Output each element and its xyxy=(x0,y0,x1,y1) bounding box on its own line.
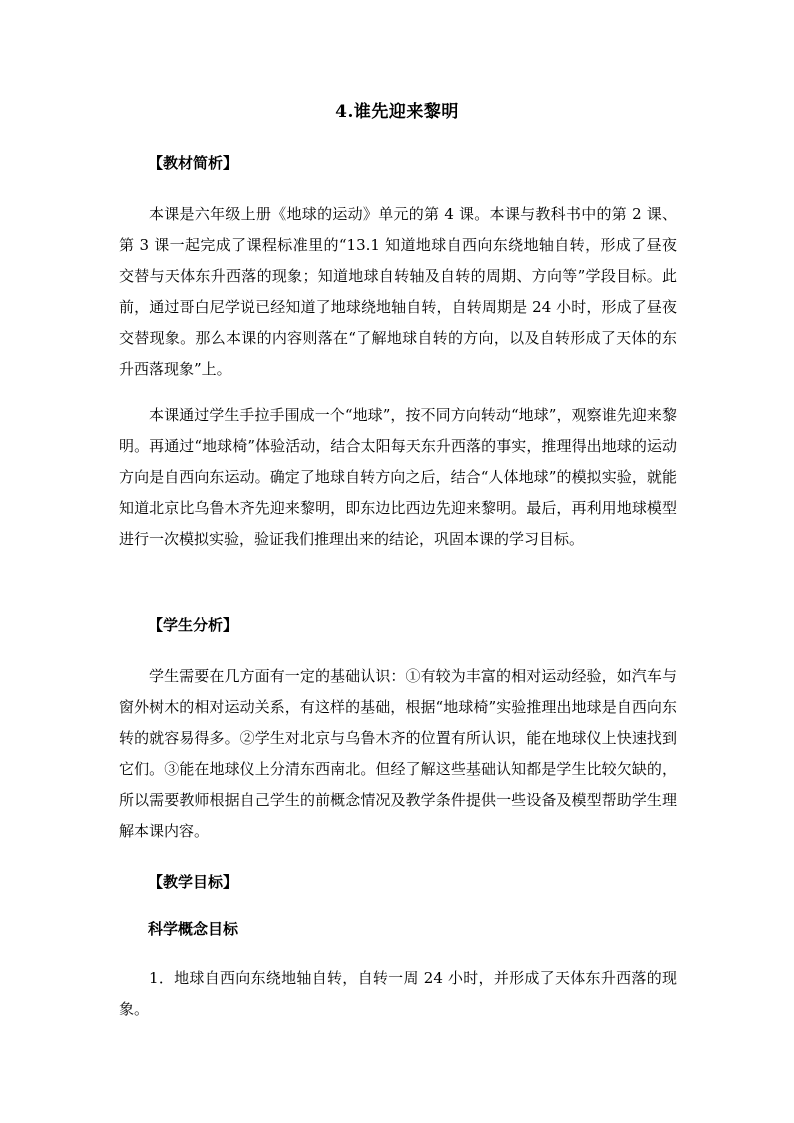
paragraph-analysis-2: 本课通过学生手拉手围成一个“地球”，按不同方向转动“地球”，观察谁先迎来黎明。再通过“地球椅”体验活动，结合太阳每天东升西落的事实，推理得出地球的运动方向是自西向东运动。确定了地球自转方向之后，结合“人体地球”的模拟实验，就能知道北京比乌鲁木齐先迎来黎明，即东边比西边先迎来黎明。最后，再利用地球模型进行一次模拟实验，验证我们推理出来的结论，巩固本课的学习目标。 xyxy=(119,406,677,548)
paragraph-concept-1: 1．地球自西向东绕地轴自转，自转一周 24 小时，并形成了天体东升西落的现象。 xyxy=(119,969,677,1018)
page-title: 4.谁先迎来黎明 xyxy=(335,102,459,122)
paragraph-analysis-1: 本课是六年级上册《地球的运动》单元的第 4 课。本课与教科书中的第 2 课、第 3 课一起完成了课程标准里的“13.1 知道地球自西向东绕地轴自转，形成了昼夜交替与天体东升西落的现象；知道地球自转轴及自转的周期、方向等”学段目标。此前，通过哥白尼学说已经知道了地球绕地轴自转，自转周期是 24 小时，形成了昼夜交替现象。那么本课的内容则落在“了解地球自转的方向，以及自转形成了天体的东升西落现象”上。 xyxy=(119,205,677,378)
section-heading-analysis: 【教材简析】 xyxy=(148,154,239,172)
section-heading-student: 【学生分析】 xyxy=(148,616,239,634)
paragraph-student-1: 学生需要在几方面有一定的基础认识：①有较为丰富的相对运动经验，如汽车与窗外树木的相对运动关系，有这样的基础，根据“地球椅”实验推理出地球是自西向东转的就容易得多。②学生对北京与乌鲁木齐的位置有所认识，能在地球仪上快速找到它们。③能在地球仪上分清东西南北。但经了解这些基础认知都是学生比较欠缺的，所以需要教师根据自己学生的前概念情况及教学条件提供一些设备及模型帮助学生理解本课内容。 xyxy=(119,667,677,840)
subheading-concept-goals: 科学概念目标 xyxy=(148,920,239,938)
section-heading-goals: 【教学目标】 xyxy=(148,873,239,891)
